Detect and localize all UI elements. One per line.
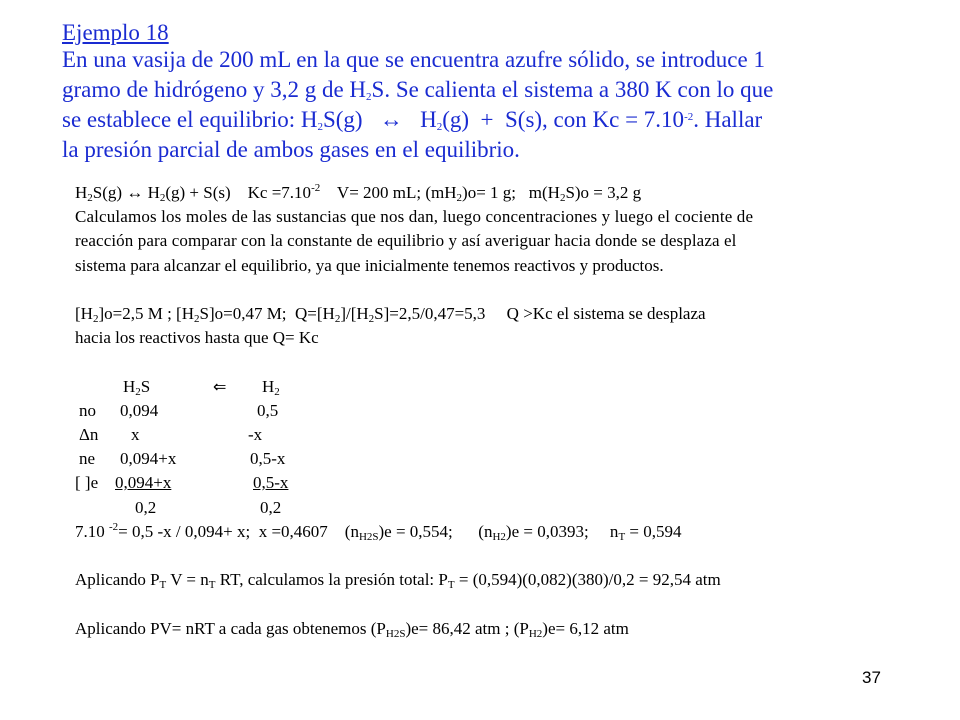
explanation-line: reacción para comparar con la constante de equilibrio y así averiguar hacia donde se desplaza el xyxy=(75,231,737,251)
example-title: Ejemplo 18 xyxy=(62,20,169,45)
left-arrow-icon: ⇐ xyxy=(213,376,227,396)
statement-line: gramo de hidrógeno y 3,2 g de $H_2S$. Se calienta el sistema a 380 K con lo que xyxy=(62,77,774,103)
double-arrow-icon: ↔ xyxy=(126,183,144,202)
explanation-line: Calculamos los moles de las sustancias que nos dan, luego concentraciones y luego el cociente de xyxy=(75,207,754,227)
table-row: Δn x -x xyxy=(79,424,263,444)
table-row: [ ]e 0,094+x 0,5-x xyxy=(75,473,289,493)
explanation-line: sistema para alcanzar el equilibrio, ya que inicialmente tenemos reactivos y productos. xyxy=(75,255,664,275)
table-row: 0,2 0,2 xyxy=(135,497,282,517)
kc-calculation: 7.10 $^{-2}$= 0,5 -x / 0,094+ x; x =0,4607 $(n_{H2S})e = 0,554$; $(n_{H2})e = 0,0393$; $n_T = 0,594$ xyxy=(75,520,682,543)
shift-direction: hacia los reactivos hasta que Q= Kc xyxy=(75,328,319,348)
partial-pressures: Aplicando PV= nRT a cada gas obtenemos $(P_{H2S})e= 86,42$ atm ; $(P_{H2})e= 6,12$ atm xyxy=(75,618,629,640)
statement-line: En una vasija de 200 mL en la que se encuentra azufre sólido, se introduce 1 xyxy=(62,47,765,72)
initial-concentrations: $[H_2]o=2,5$ M ; $[H_2S]o=0,47$ M; $Q=[H_2]/[H_2S]=2,5/0,47=5,3$ Q >Kc el sistema se desplaza xyxy=(75,304,706,325)
statement-line: la presión parcial de ambos gases en el equilibrio. xyxy=(62,137,520,162)
total-pressure: Aplicando $P_T$ $V = n_T$ RT, calculamos la presión total: $P_T = (0,594)(0,082)(380)/0,2 = 92,54$ atm xyxy=(75,570,721,592)
statement-line: se establece el equilibrio: $H_2S(g)$ ↔ $H_2(g) + S(s)$, con $Kc = 7.10^{-2}$. Hallar xyxy=(62,107,763,133)
solution-block xyxy=(75,181,945,641)
equilibrium-equation: $H_2S(g)$ ↔ $H_2(g) + S(s)$ $Kc =7.10^{-2}$ V= 200 mL; $(mH_2)o= 1$ g; $m(H_2S)o = 3,2$ g xyxy=(75,182,642,204)
page-number: 37 xyxy=(862,668,881,687)
table-row: ne 0,094+x 0,5-x xyxy=(79,449,286,469)
problem-statement xyxy=(62,45,942,165)
table-row: no 0,094 0,5 xyxy=(79,400,279,420)
table-header: $H_2S$ ⇐ $H_2$ xyxy=(123,376,280,398)
